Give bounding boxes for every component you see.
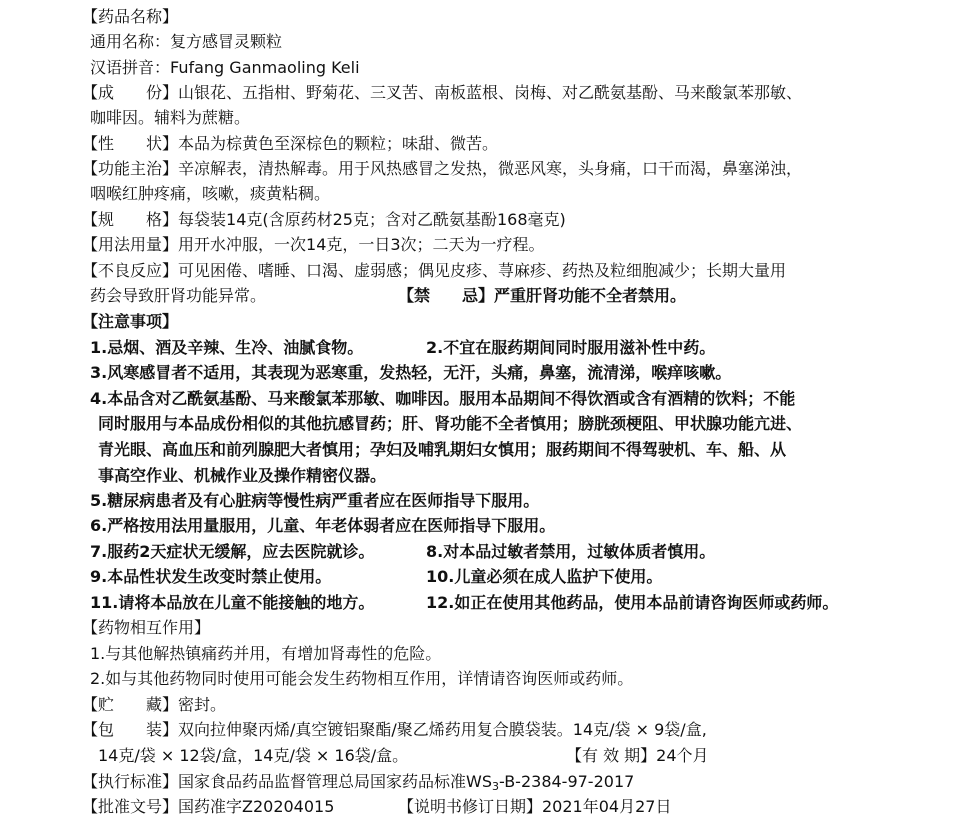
adverse-tag: 【不良反应】 [82,261,179,280]
standard-code: -B-2384-97-2017 [499,772,635,791]
precautions-heading: 【注意事项】 [82,312,179,331]
validity: 【有 效 期】24个月 [566,746,709,765]
precaution-1: 1.忌烟、酒及辛辣、生冷、油腻食物。 [90,338,364,357]
package-line-1 [82,719,707,741]
standard-line [82,771,634,793]
precaution-4-line-1: 4.本品含对乙酰氨基酚、马来酸氯苯那敏、咖啡因。服用本品期间不得饮酒或含有酒精的饮料；不能 [90,389,796,408]
spec-line [82,209,566,231]
function-tag: 【功能主治】 [82,159,179,178]
approval-number: 【批准文号】国药准字Z20204015 [82,797,335,816]
adverse-line-1 [82,260,786,282]
standard-tag: 【执行标准】 [82,772,179,791]
composition-line-1 [82,82,802,104]
precaution-2: 2.不宜在服药期间同时服用滋补性中药。 [426,338,716,357]
precaution-10: 10.儿童必须在成人监护下使用。 [426,567,663,586]
precaution-8: 8.对本品过敏者禁用，过敏体质者慎用。 [426,542,716,561]
package-tag: 【包 装】 [82,720,179,739]
standard-subscript: 3 [492,780,499,793]
character-tag: 【性 状】 [82,134,179,153]
precaution-9: 9.本品性状发生改变时禁止使用。 [90,567,332,586]
precaution-4-line-2: 同时服用与本品成份相似的其他抗感冒药；肝、肾功能不全者慎用；膀胱颈梗阻、甲状腺功能亢进、 [98,414,803,433]
function-line-1 [82,158,802,180]
character-text: 本品为棕黄色至深棕色的颗粒；味甜、微苦。 [178,134,499,153]
precaution-4-line-3: 青光眼、高血压和前列腺肥大者慎用；孕妇及哺乳期妇女慎用；服药期间不得驾驶机、车、船、从 [98,440,787,459]
adverse-text-2: 药会导致肝肾功能异常。 [90,286,267,305]
interaction-2: 2.如与其他药物同时使用可能会发生药物相互作用，详情请咨询医师或药师。 [90,669,634,688]
adverse-text-1: 可见困倦、嗜睡、口渴、虚弱感；偶见皮疹、荨麻疹、药热及粒细胞减少；长期大量用 [178,261,787,280]
function-text-2: 咽喉红肿疼痛，咳嗽，痰黄粘稠。 [90,184,331,203]
package-text-1: 双向拉伸聚丙烯/真空镀铝聚酯/聚乙烯药用复合膜袋装。14克/袋 × 9袋/盒, [178,720,707,739]
usage-text: 用开水冲服，一次14克，一日3次；二天为一疗程。 [178,235,545,254]
usage-line [82,234,545,256]
storage-tag: 【贮 藏】 [82,695,179,714]
precaution-11: 11.请将本品放在儿童不能接触的地方。 [90,593,375,612]
storage-line [82,694,226,716]
storage-text: 密封。 [178,695,227,714]
composition-text-1: 山银花、五指柑、野菊花、三叉苦、南板蓝根、岗梅、对乙酰氨基酚、马来酸氯苯那敏、 [178,83,803,102]
precaution-7: 7.服药2天症状无缓解，应去医院就诊。 [90,542,375,561]
precaution-3: 3.风寒感冒者不适用，其表现为恶寒重，发热轻，无汗，头痛，鼻塞，流清涕，喉痒咳嗽。 [90,363,732,382]
function-text-1: 辛凉解表，清热解毒。用于风热感冒之发热，微恶风寒，头身痛，口干而渴，鼻塞涕浊， [178,159,803,178]
pinyin-name: 汉语拼音：Fufang Ganmaoling Keli [90,58,360,77]
generic-name: 通用名称：复方感冒灵颗粒 [90,32,283,51]
precaution-6: 6.严格按用法用量服用，儿童、年老体弱者应在医师指导下服用。 [90,516,556,535]
usage-tag: 【用法用量】 [82,235,179,254]
composition-text-2: 咖啡因。辅料为蔗糖。 [90,108,251,127]
precaution-4-line-4: 事高空作业、机械作业及操作精密仪器。 [98,466,387,485]
spec-text: 每袋装14克(含原药材25克；含对乙酰氨基酚168毫克) [178,210,566,229]
precaution-5: 5.糖尿病患者及有心脏病等慢性病严重者应在医师指导下服用。 [90,491,540,510]
drug-name-heading: 【药品名称】 [82,7,179,26]
package-text-2: 14克/袋 × 12袋/盒，14克/袋 × 16袋/盒。 [98,746,409,765]
contraindication: 【禁 忌】严重肝肾功能不全者禁用。 [398,286,687,305]
standard-text: 国家食品药品监督管理总局国家药品标准WS [178,772,492,791]
character-line [82,133,498,155]
interaction-1: 1.与其他解热镇痛药并用，有增加肾毒性的危险。 [90,644,442,663]
precaution-12: 12.如正在使用其他药品，使用本品前请咨询医师或药师。 [426,593,839,612]
spec-tag: 【规 格】 [82,210,179,229]
composition-tag: 【成 份】 [82,83,179,102]
interaction-heading: 【药物相互作用】 [82,618,211,637]
revision-date: 【说明书修订日期】2021年04月27日 [398,797,672,816]
